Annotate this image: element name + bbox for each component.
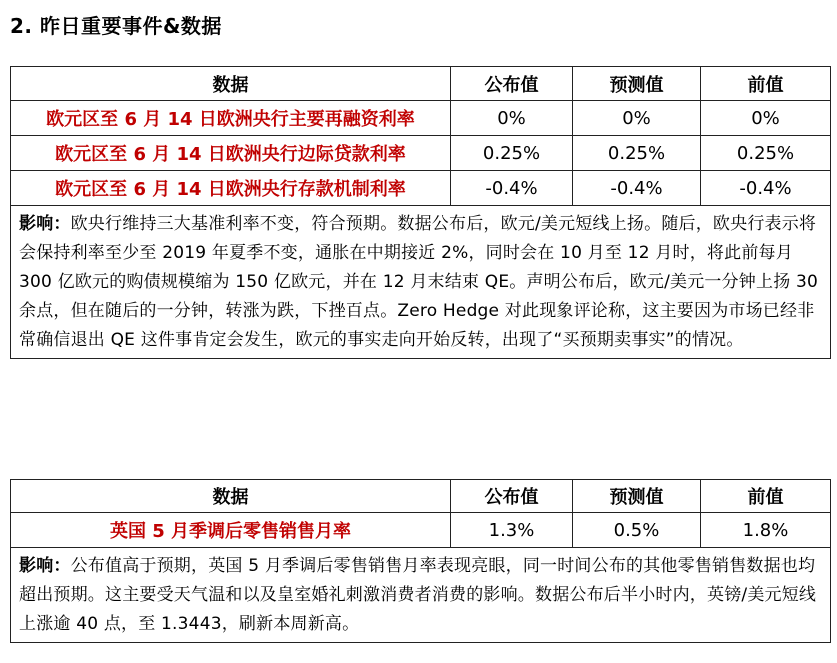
event-name: 欧元区至 6 月 14 日欧洲央行存款机制利率 <box>11 171 451 206</box>
event-name: 欧元区至 6 月 14 日欧洲央行边际贷款利率 <box>11 136 451 171</box>
impact-row <box>11 206 831 359</box>
forecast-value: 0% <box>573 101 701 136</box>
section-number: 2. <box>10 14 33 38</box>
ecb-rate-table <box>10 66 831 359</box>
impact-label: 影响： <box>19 556 71 576</box>
column-header-actual: 公布值 <box>451 480 573 513</box>
section-heading <box>10 10 222 39</box>
impact-cell <box>11 548 831 643</box>
table-row <box>11 171 831 206</box>
column-header-forecast: 预测值 <box>573 67 701 101</box>
table-row <box>11 101 831 136</box>
column-header-data: 数据 <box>11 480 451 513</box>
forecast-value: -0.4% <box>573 171 701 206</box>
previous-value: -0.4% <box>701 171 831 206</box>
impact-label: 影响： <box>19 214 71 234</box>
event-name: 英国 5 月季调后零售销售月率 <box>11 513 451 548</box>
table-row <box>11 136 831 171</box>
column-header-data: 数据 <box>11 67 451 101</box>
table-header-row <box>11 67 831 101</box>
column-header-previous: 前值 <box>701 67 831 101</box>
previous-value: 1.8% <box>701 513 831 548</box>
section-title: 昨日重要事件&数据 <box>39 14 222 38</box>
previous-value: 0% <box>701 101 831 136</box>
actual-value: 0.25% <box>451 136 573 171</box>
impact-cell <box>11 206 831 359</box>
table-header-row <box>11 480 831 513</box>
forecast-value: 0.25% <box>573 136 701 171</box>
column-header-forecast: 预测值 <box>573 480 701 513</box>
column-header-previous: 前值 <box>701 480 831 513</box>
impact-text: 欧央行维持三大基准利率不变，符合预期。数据公布后，欧元/美元短线上扬。随后，欧央行表示将会保持利率至少至 2019 年夏季不变，通胀在中期接近 2%，同时会在 10 月至 12 月时，将此前每月 300 亿欧元的购债规模缩为 150 亿欧元，并在 12 月末结束 QE。声明公布后，欧元/美元一分钟上扬 30 余点，但在随后的一分钟，转涨为跌，下挫百点。Zero Hedge 对此现象评论称，这主要因为市场已经非常确信退出 QE 这件事肯定会发生，欧元的事实走向开始反转，出现了“买预期卖事实”的情况。 <box>19 214 819 350</box>
impact-row <box>11 548 831 643</box>
column-header-actual: 公布值 <box>451 67 573 101</box>
actual-value: 1.3% <box>451 513 573 548</box>
actual-value: 0% <box>451 101 573 136</box>
uk-retail-table <box>10 479 831 643</box>
impact-text: 公布值高于预期，英国 5 月季调后零售销售月率表现亮眼，同一时间公布的其他零售销售数据也均超出预期。这主要受天气温和以及皇室婚礼刺激消费者消费的影响。数据公布后半小时内，英镑/美元短线上涨逾 40 点，至 1.3443，刷新本周新高。 <box>19 556 817 634</box>
previous-value: 0.25% <box>701 136 831 171</box>
table-row <box>11 513 831 548</box>
actual-value: -0.4% <box>451 171 573 206</box>
event-name: 欧元区至 6 月 14 日欧洲央行主要再融资利率 <box>11 101 451 136</box>
forecast-value: 0.5% <box>573 513 701 548</box>
